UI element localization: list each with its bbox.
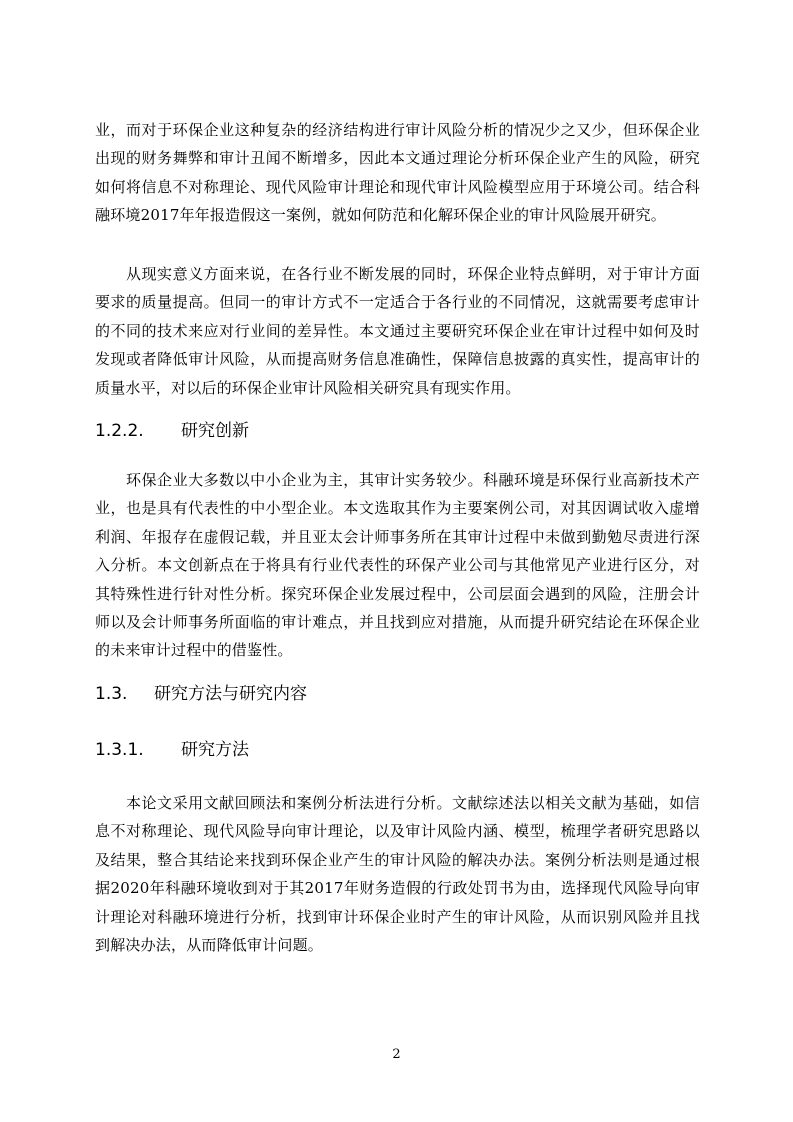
- section-number: 1.3.: [95, 684, 128, 704]
- section-number: 1.3.1.: [95, 740, 144, 760]
- section-title: 研究创新: [181, 421, 249, 441]
- section-heading-1-3: [95, 682, 307, 706]
- section-number: 1.2.2.: [95, 421, 144, 441]
- paragraph-background-continuation: 业，而对于环保企业这种复杂的经济结构进行审计风险分析的情况少之又少，但环保企业出现的财务舞弊和审计丑闻不断增多，因此本文通过理论分析环保企业产生的风险，研究如何将信息不对称理论、现代风险审计理论和现代审计风险模型应用于环境公司。结合科融环境2017年年报造假这一案例，就如何防范和化解环保企业的审计风险展开研究。: [95, 121, 700, 225]
- section-heading-1-3-1: [95, 738, 249, 762]
- paragraph-practical-significance: 从现实意义方面来说，在各行业不断发展的同时，环保企业特点鲜明，对于审计方面要求的质量提高。但同一的审计方式不一定适合于各行业的不同情况，这就需要考虑审计的不同的技术来应对行业间的差异性。本文通过主要研究环保企业在审计过程中如何及时发现或者降低审计风险，从而提高财务信息准确性，保障信息披露的真实性，提高审计的质量水平，对以后的环保企业审计风险相关研究具有现实作用。: [95, 265, 700, 397]
- paragraph-research-methods: 本论文采用文献回顾法和案例分析法进行分析。文献综述法以相关文献为基础，如信息不对称理论、现代风险导向审计理论，以及审计风险内涵、模型，梳理学者研究思路以及结果，整合其结论来找到环保企业产生的审计风险的解决办法。案例分析法则是通过根据2020年科融环境收到对于其2017年财务造假的行政处罚书为由，选择现代风险导向审计理论对科融环境进行分析，找到审计环保企业时产生的审计风险，从而识别风险并且找到解决办法，从而降低审计问题。: [95, 794, 700, 955]
- section-heading-1-2-2: [95, 419, 249, 443]
- paragraph-research-innovation: 环保企业大多数以中小企业为主，其审计实务较少。科融环境是环保行业高新技术产业，也是具有代表性的中小型企业。本文选取其作为主要案例公司，对其因调试收入虚增利润、年报存在虚假记载，并且亚太会计师事务所在其审计过程中未做到勤勉尽责进行深入分析。本文创新点在于将具有行业代表性的环保产业公司与其他常见产业进行区分，对其特殊性进行针对性分析。探究环保企业发展过程中，公司层面会遇到的风险，注册会计师以及会计师事务所面临的审计难点，并且找到应对措施，从而提升研究结论在环保企业的未来审计过程中的借鉴性。: [95, 471, 700, 660]
- section-title: 研究方法与研究内容: [154, 684, 307, 704]
- section-title: 研究方法: [181, 740, 249, 760]
- page-number: 2: [392, 1047, 401, 1062]
